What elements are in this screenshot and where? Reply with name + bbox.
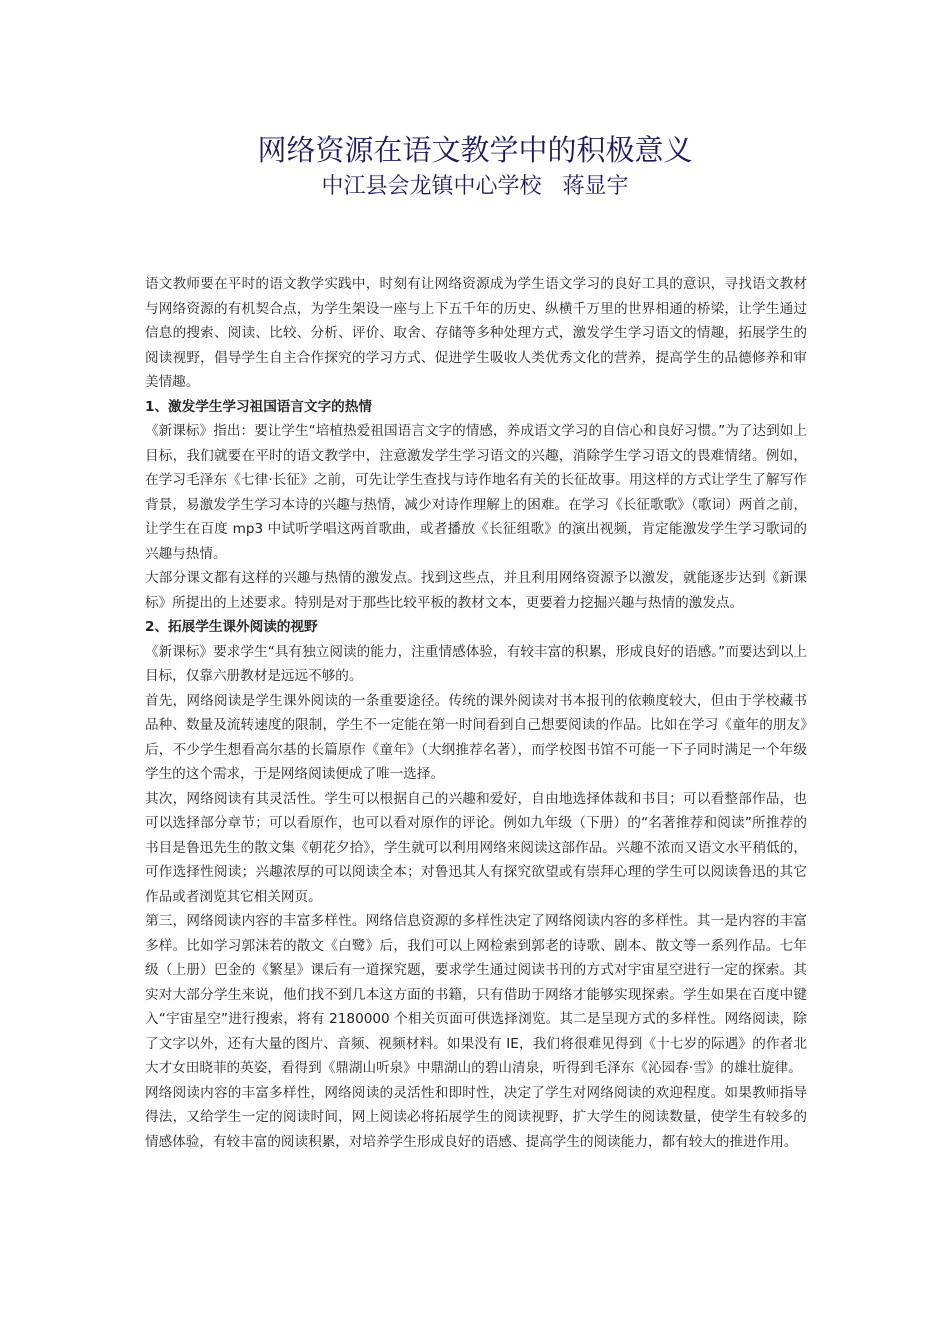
section-1-paragraph-1: 《新课标》指出：要让学生“培植热爱祖国语言文字的情感，养成语文学习的自信心和良好习惯。”为了达到如上目标，我们就要在平时的语文教学中，注意激发学生学习语文的兴趣，消除学生学习语文的畏难情绪。例如，在学习毛泽东《七律·长征》之前，可先让学生查找与诗作地名有关的长征故事。用这样的方式让学生了解写作背景，易激发学生学习本诗的兴趣与热情，减少对诗作理解上的困难。在学习《长征歌歌》（歌词）两首之前，让学生在百度 mp3 中试听学唱这两首歌曲，或者播放《长征组歌》的演出视频，肯定能激发学生学习歌词的兴趣与热情。 (145, 423, 807, 562)
section-1-paragraph-2: 大部分课文都有这样的兴趣与热情的激发点。找到这些点，并且利用网络资源予以激发，就能逐步达到《新课标》所提出的上述要求。特别是对于那些比较平板的教材文本，更要着力挖掘兴趣与热情的激发点。 (145, 570, 807, 611)
section-2-paragraph-1: 《新课标》要求学生“具有独立阅读的能力，注重情感体验，有较丰富的积累，形成良好的语感。”而要达到以上目标，仅靠六册教材是远远不够的。 (145, 643, 807, 684)
section-2-heading: 2、拓展学生课外阅读的视野 (145, 619, 318, 635)
section-2-paragraph-2: 首先，网络阅读是学生课外阅读的一条重要途径。传统的课外阅读对书本报刊的依赖度较大，但由于学校藏书品种、数量及流转速度的限制，学生不一定能在第一时间看到自己想要阅读的作品。比如在学习《童年的朋友》后，不少学生想看高尔基的长篇原作《童年》（大纲推荐名著），而学校图书馆不可能一下子同时满足一个年级学生的这个需求，于是网络阅读便成了唯一选择。 (145, 692, 807, 782)
section-2-paragraph-3: 其次，网络阅读有其灵活性。学生可以根据自己的兴趣和爱好，自由地选择体裁和书目；可以看整部作品，也可以选择部分章节；可以看原作，也可以看对原作的评论。例如九年级（下册）的“名著推荐和阅读”所推荐的书目是鲁迅先生的散文集《朝花夕拾》，学生就可以利用网络来阅读这部作品。兴趣不浓而又语文水平稍低的，可作选择性阅读；兴趣浓厚的可以阅读全本；对鲁迅其人有探究欲望或有崇拜心理的学生可以阅读鲁迅的其它作品或者浏览其它相关网页。 (145, 790, 807, 905)
document-author-line: 中江县会龙镇中心学校 蒋显宇 (321, 174, 629, 199)
document-title: 网络资源在语文教学中的积极意义 (257, 133, 693, 167)
document-body (145, 272, 807, 1154)
intro-paragraph: 语文教师要在平时的语文教学实践中，时刻有让网络资源成为学生语文学习的良好工具的意识，寻找语文教材与网络资源的有机契合点，为学生架设一座与上下五千年的历史、纵横千万里的世界相通的桥梁，让学生通过信息的搜索、阅读、比较、分析、评价、取舍、存储等多种处理方式，激发学生学习语文的情趣，拓展学生的阅读视野，倡导学生自主合作探究的学习方式、促进学生吸收人类优秀文化的营养，提高学生的品德修养和审美情趣。 (145, 276, 807, 390)
section-2-paragraph-5: 网络阅读内容的丰富多样性，网络阅读的灵活性和即时性，决定了学生对网络阅读的欢迎程度。如果教师指导得法，又给学生一定的阅读时间，网上阅读必将拓展学生的阅读视野，扩大学生的阅读数量，使学生有较多的情感体验，有较丰富的阅读积累，对培养学生形成良好的语感、提高学生的阅读能力，都有较大的推进作用。 (145, 1084, 807, 1150)
section-2-paragraph-4: 第三，网络阅读内容的丰富多样性。网络信息资源的多样性决定了网络阅读内容的多样性。其一是内容的丰富多样。比如学习郭沫若的散文《白鹭》后，我们可以上网检索到郭老的诗歌、剧本、散文等一系列作品。七年级（上册）巴金的《繁星》课后有一道探究题，要求学生通过阅读书刊的方式对宇宙星空进行一定的探索。其实对大部分学生来说，他们找不到几本这方面的书籍，只有借助于网络才能够实现探索。学生如果在百度中键入“宇宙星空”进行搜索，将有 2180000 个相关页面可供选择浏览。其二是呈现方式的多样性。网络阅读，除了文字以外，还有大量的图片、音频、视频材料。如果没有 IE，我们将很难见得到《十七岁的际遇》的作者北大才女田晓菲的英姿，看得到《鼎湖山听泉》中鼎湖山的碧山清泉，听得到毛泽东《沁园春·雪》的雄壮旋律。 (145, 913, 807, 1076)
section-1-heading: 1、激发学生学习祖国语言文字的热情 (145, 398, 372, 415)
